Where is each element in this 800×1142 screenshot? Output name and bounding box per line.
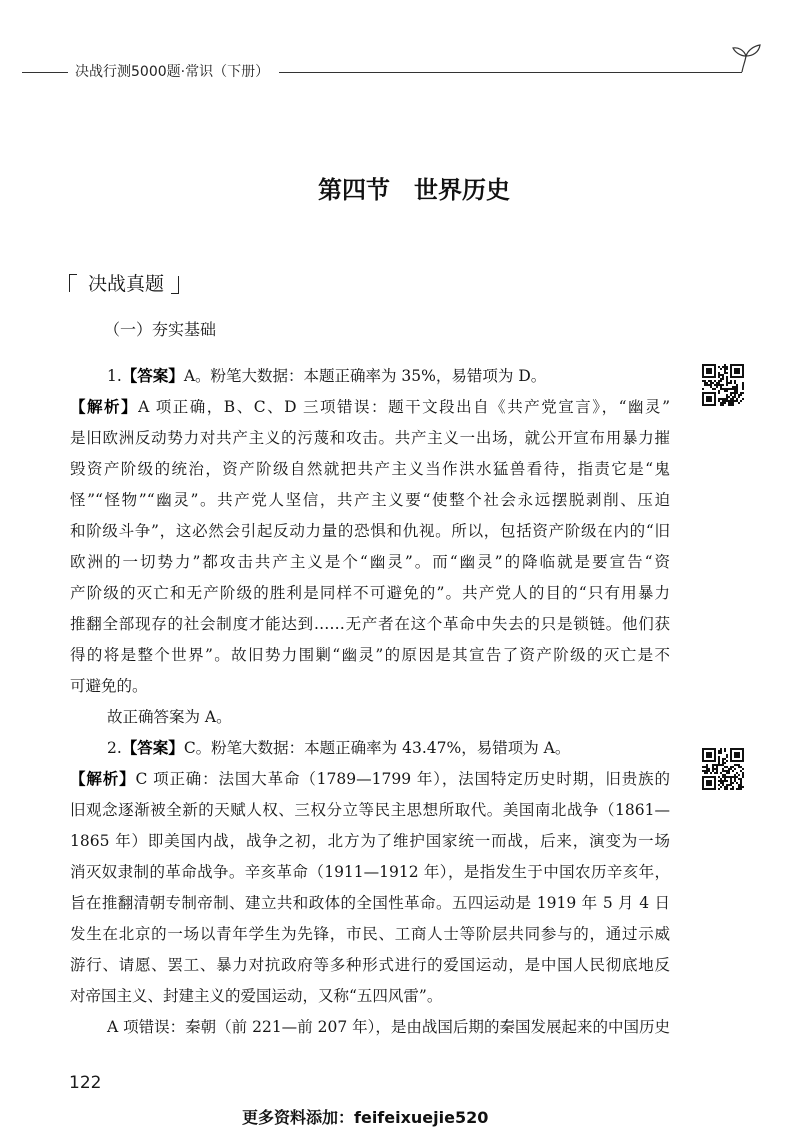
- analysis-line: 旨在推翻清朝专制帝制、建立共和政体的全国性革命。五四运动是 1919 年 5 月 4 日: [70, 894, 670, 912]
- analysis-line: 怪”“怪物”“幽灵”。共产党人坚信，共产主义要“使整个社会永远摆脱剥削、压迫: [70, 491, 670, 509]
- analysis-first-line: [70, 392, 670, 423]
- analysis-line: 旧观念逐渐被全新的天赋人权、三权分立等民主思想所取代。美国南北战争（1861—: [70, 801, 670, 819]
- header-rule-left: [22, 72, 68, 73]
- analysis-line: 得的将是整个世界”。故旧势力围剿“幽灵”的原因是其宣告了资产阶级的灭亡是不: [70, 646, 670, 664]
- analysis-tag: 【解析】: [70, 398, 139, 416]
- sprout-leaf-left: [733, 48, 746, 56]
- answer-tag: 【答案】: [121, 739, 184, 757]
- analysis-line: 推翻全部现存的社会制度才能达到……无产者在这个革命中失去的只是锁链。他们获: [70, 615, 670, 633]
- conclusion-line: 故正确答案为 A。: [107, 708, 232, 726]
- answer-line: [70, 733, 670, 764]
- bracket-corner-top-left: [69, 274, 77, 292]
- analysis-line: 发生在北京的一场以青年学生为先锋，市民、工商人士等阶层共同参与的，通过示威: [70, 925, 670, 943]
- analysis-line: 毁资产阶级的统治，资产阶级自然就把共产主义当作洪水猛兽看待，指责它是“鬼: [70, 460, 670, 478]
- analysis-text: C 项正确：法国大革命（1789—1799 年），法国特定历史时期，旧贵族的: [135, 770, 670, 788]
- question-number: 2.: [107, 739, 122, 757]
- analysis-line: 1865 年）即美国内战，战争之初，北方为了维护国家统一而战，后来，演变为一场: [70, 832, 670, 850]
- bracket-corner-bottom-right: [171, 276, 179, 294]
- answer-text: C。粉笔大数据：本题正确率为 43.47%，易错项为 A。: [183, 739, 571, 757]
- answer-tag: 【答案】: [121, 367, 184, 385]
- question-number: 1.: [107, 367, 122, 385]
- qr-code-icon: [700, 362, 746, 408]
- chapter-title: 第四节 世界历史: [318, 176, 510, 204]
- sprout-leaf-right: [746, 45, 760, 56]
- continuation-line: A 项错误：秦朝（前 221—前 207 年），是由战国后期的秦国发展起来的中国历史: [107, 1018, 670, 1036]
- answer-text: A。粉笔大数据：本题正确率为 35%，易错项为 D。: [183, 367, 547, 385]
- running-title: 决战行测5000题·常识（下册）: [75, 64, 270, 80]
- analysis-tag: 【解析】: [70, 770, 136, 788]
- analysis-line: 对帝国主义、封建主义的爱国运动，又称“五四风雷”。: [70, 987, 443, 1005]
- running-header: [22, 63, 742, 81]
- sprout-icon: [730, 40, 762, 76]
- analysis-line: 消灭奴隶制的革命战争。辛亥革命（1911—1912 年），是指发生于中国农历辛亥年，: [70, 863, 670, 881]
- analysis-text: A 项正确，B、C、D 三项错误：题干文段出自《共产党宣言》，“幽灵”: [138, 398, 670, 416]
- subsection-heading: （一）夯实基础: [104, 320, 217, 339]
- analysis-line: 可避免的。: [70, 677, 148, 695]
- section-heading: [69, 274, 179, 294]
- footer-note: 更多资料添加：feifeixuejie520: [242, 1108, 489, 1127]
- header-rule-right: [279, 72, 742, 73]
- analysis-line: 产阶级的灭亡和无产阶级的胜利是同样不可避免的”。共产党人的目的“只有用暴力: [70, 584, 670, 602]
- qr-code-icon: [700, 746, 746, 792]
- analysis-first-line: [70, 764, 670, 795]
- analysis-line: 欧洲的一切势力”都攻击共产主义是个“幽灵”。而“幽灵”的降临就是要宣告“资: [70, 553, 670, 571]
- section-heading-text: 决战真题: [88, 273, 165, 295]
- page-number: 122: [69, 1073, 102, 1093]
- answer-line: [70, 361, 670, 392]
- analysis-line: 和阶级斗争”，这必然会引起反动力量的恐惧和仇视。所以，包括资产阶级在内的“旧: [70, 522, 670, 540]
- body-text: [70, 361, 670, 1043]
- analysis-line: 游行、请愿、罢工、暴力对抗政府等多种形式进行的爱国运动，是中国人民彻底地反: [70, 956, 670, 974]
- sprout-stem: [742, 56, 746, 72]
- analysis-line: 是旧欧洲反动势力对共产主义的污蔑和攻击。共产主义一出场，就公开宣布用暴力摧: [70, 429, 670, 447]
